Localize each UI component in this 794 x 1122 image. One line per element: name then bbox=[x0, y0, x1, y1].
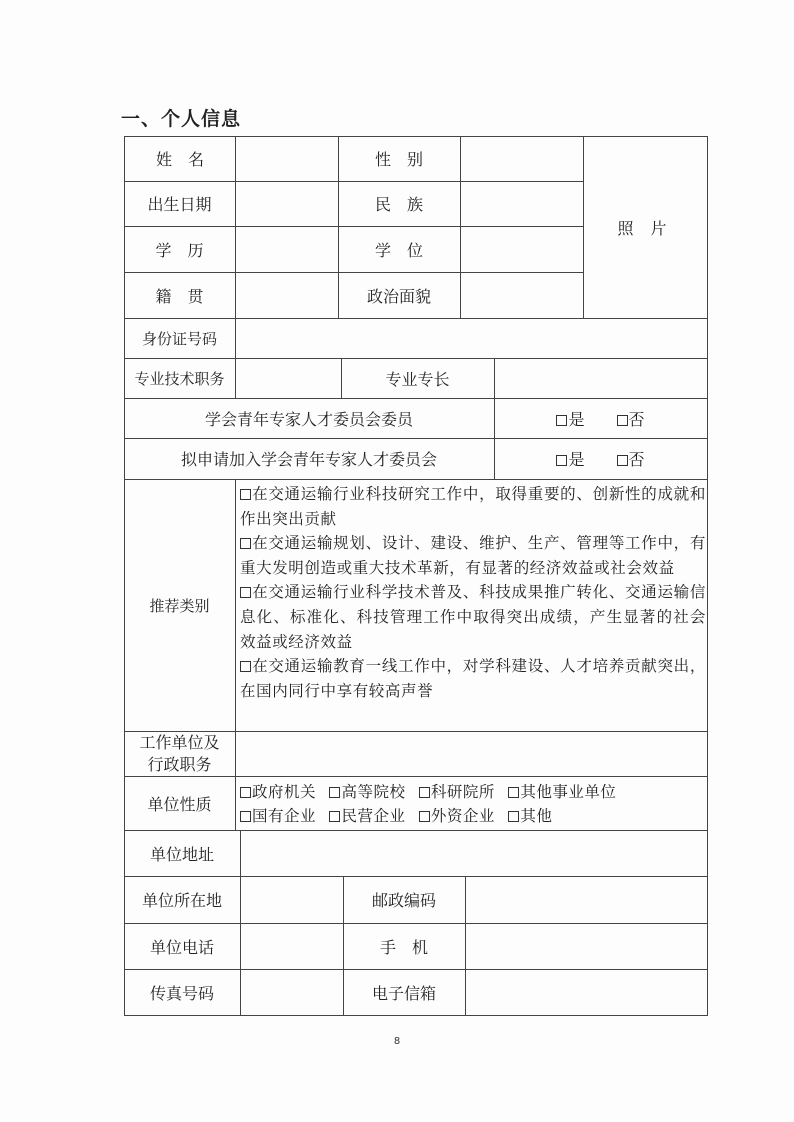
unit-address-label: 单位地址 bbox=[149, 844, 214, 864]
id-number-label: 身份证号码 bbox=[141, 329, 217, 348]
checkbox-icon bbox=[419, 811, 430, 822]
checkbox-icon bbox=[329, 811, 340, 822]
unit-type-option[interactable]: 其他事业单位 bbox=[508, 783, 616, 801]
email-label: 电子信箱 bbox=[371, 983, 436, 1003]
checkbox-icon bbox=[556, 455, 567, 466]
unit-type-option[interactable]: 科研院所 bbox=[419, 783, 495, 801]
checkbox-icon bbox=[617, 415, 628, 426]
committee-member-label: 学会青年专家人才委员会委员 bbox=[204, 409, 413, 429]
checkbox-icon bbox=[617, 455, 628, 466]
degree-label: 学 位 bbox=[374, 240, 423, 260]
unit-location-label: 单位所在地 bbox=[141, 891, 222, 910]
unit-nature-label: 单位性质 bbox=[147, 794, 212, 814]
checkbox-icon bbox=[508, 787, 519, 798]
apply-no-option[interactable]: 否 bbox=[617, 447, 645, 470]
recommend-option[interactable]: 在交通运输教育一线工作中，对学科建设、人才培养贡献突出，在国内同行中享有较高声誉 bbox=[240, 657, 706, 700]
mobile-label: 手 机 bbox=[379, 937, 428, 957]
committee-yes-option[interactable]: 是 bbox=[556, 407, 584, 430]
apply-join-options bbox=[494, 438, 707, 479]
checkbox-icon bbox=[240, 787, 251, 798]
checkbox-icon bbox=[508, 811, 519, 822]
checkbox-icon bbox=[419, 787, 430, 798]
tech-title-label: 专业技术职务 bbox=[134, 369, 225, 388]
workplace-position-label: 工作单位及 行政职务 bbox=[139, 732, 220, 774]
recommend-option[interactable]: 在交通运输行业科技研究工作中，取得重要的、创新性的成就和作出突出贡献 bbox=[240, 485, 706, 528]
unit-nature-options bbox=[240, 780, 706, 828]
political-status-label: 政治面貌 bbox=[366, 286, 431, 306]
unit-type-option[interactable]: 国有企业 bbox=[240, 807, 316, 825]
unit-phone-label: 单位电话 bbox=[149, 937, 214, 957]
birth-date-label: 出生日期 bbox=[147, 195, 212, 214]
committee-member-options bbox=[494, 398, 707, 438]
checkbox-icon bbox=[240, 661, 251, 672]
recommend-option[interactable]: 在交通运输行业科学技术普及、科技成果推广转化、交通运输信息化、标准化、科技管理工作中取得突出成绩，产生显著的社会效益或经济效益 bbox=[240, 583, 706, 651]
ethnicity-label: 民 族 bbox=[374, 195, 423, 214]
checkbox-icon bbox=[329, 787, 340, 798]
apply-yes-option[interactable]: 是 bbox=[556, 447, 584, 470]
name-label: 姓 名 bbox=[155, 150, 204, 169]
gender-label: 性 别 bbox=[374, 150, 423, 169]
checkbox-icon bbox=[556, 415, 567, 426]
postal-code-label: 邮政编码 bbox=[371, 891, 436, 910]
personal-info-table bbox=[124, 136, 708, 1016]
recommend-option[interactable]: 在交通运输规划、设计、建设、维护、生产、管理等工作中，有重大发明创造或重大技术革新，有显著的经济效益或社会效益 bbox=[240, 534, 706, 577]
fax-label: 传真号码 bbox=[149, 983, 214, 1003]
native-place-label: 籍 贯 bbox=[155, 286, 204, 306]
recommend-options bbox=[240, 482, 706, 703]
education-label: 学 历 bbox=[155, 240, 204, 260]
photo-placeholder: 照 片 bbox=[617, 218, 673, 238]
section-title: 一、个人信息 bbox=[121, 108, 242, 130]
unit-type-option[interactable]: 政府机关 bbox=[240, 783, 316, 801]
unit-type-option[interactable]: 其他 bbox=[508, 807, 552, 825]
checkbox-icon bbox=[240, 811, 251, 822]
checkbox-icon bbox=[240, 538, 251, 549]
committee-no-option[interactable]: 否 bbox=[617, 407, 645, 430]
apply-join-label: 拟申请加入学会青年专家人才委员会 bbox=[180, 450, 437, 469]
recommend-category-label: 推荐类别 bbox=[149, 596, 210, 615]
unit-type-option[interactable]: 外资企业 bbox=[419, 807, 495, 825]
checkbox-icon bbox=[240, 587, 251, 598]
page-number: 8 bbox=[393, 1036, 401, 1047]
checkbox-icon bbox=[240, 489, 251, 500]
unit-type-option[interactable]: 高等院校 bbox=[329, 783, 405, 801]
specialty-label: 专业专长 bbox=[385, 369, 450, 389]
unit-type-option[interactable]: 民营企业 bbox=[329, 807, 405, 825]
